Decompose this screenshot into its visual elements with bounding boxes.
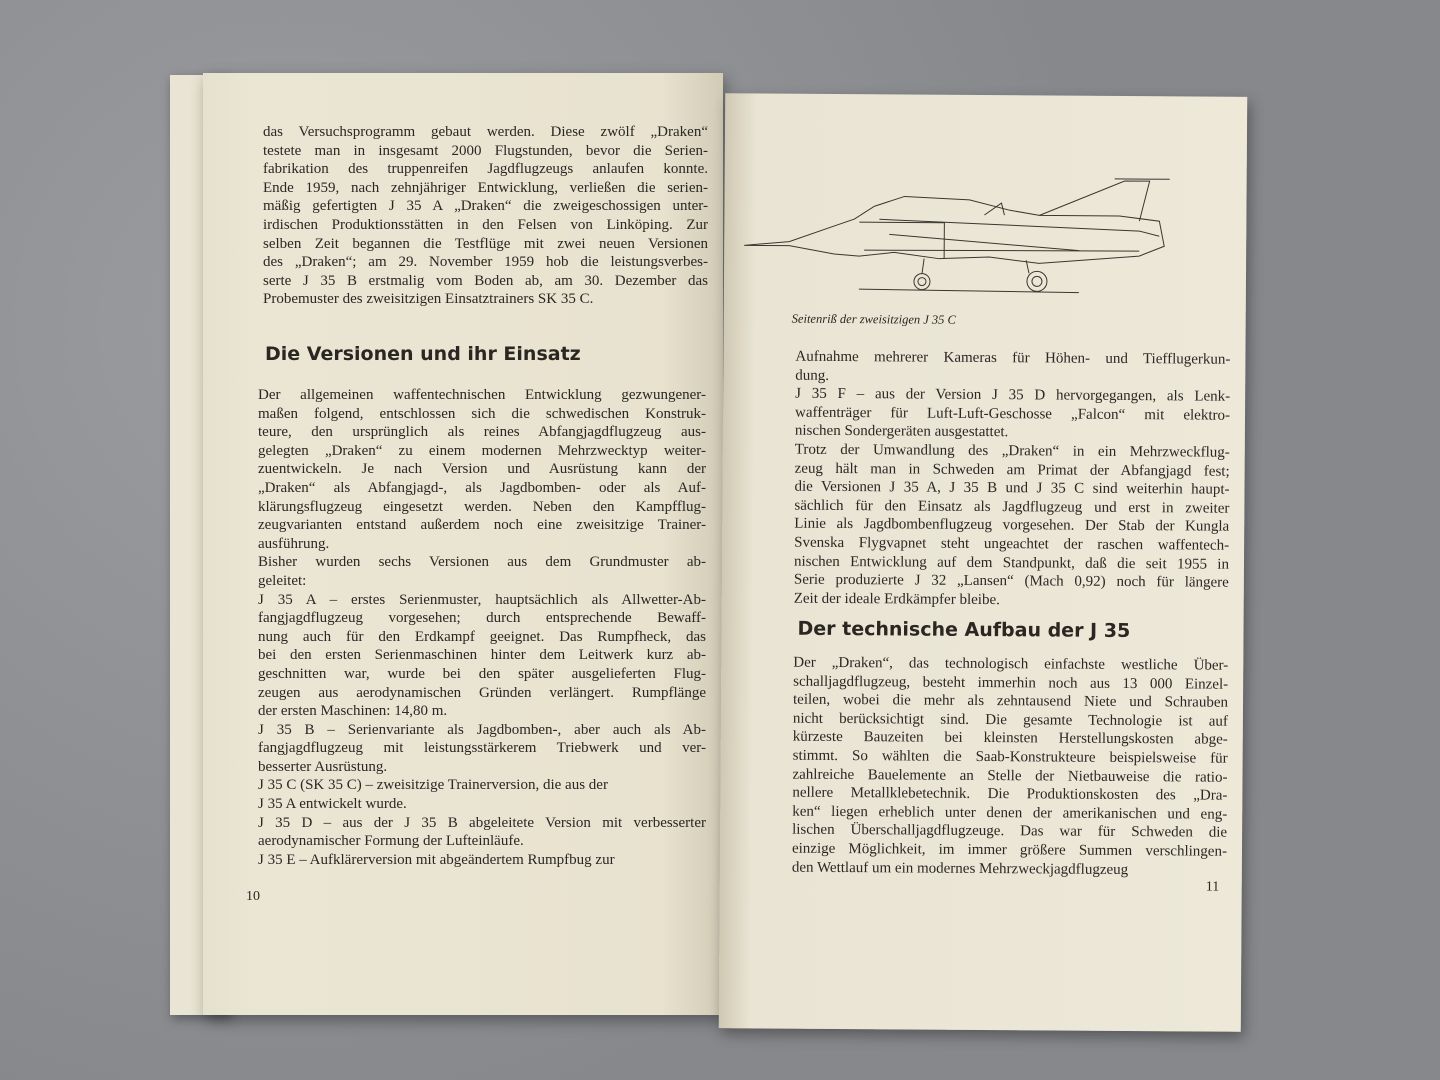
section-heading-versions: Die Versionen und ihr Einsatz xyxy=(265,343,581,365)
text-line: nicht berücksichtigt sind. Die gesamte Technologie ist auf xyxy=(792,710,1228,730)
text-line: des „Draken“; am 29. November 1959 hob die leistungsverbes- xyxy=(263,254,708,271)
text-line: Der allgemeinen waffentechnischen Entwicklung gezwungener- xyxy=(258,387,706,403)
text-line: teilen, wobei die mehr als zehntausend Niete und Schrauben xyxy=(792,691,1229,711)
left-page xyxy=(203,73,723,1015)
figure-caption: Seitenriß der zweisitzigen J 35 C xyxy=(791,311,956,327)
versions-text xyxy=(258,386,706,869)
text-line: „Draken“ als Abfangjagd-, als Jagdbomben- oder als Auf- xyxy=(258,479,706,496)
text-line: J 35 B – Serienvariante als Jagdbomben-, aber auch als Ab- xyxy=(258,721,706,738)
text-line: maßen folgend, entschlossen sich die schwedischen Konstruk- xyxy=(258,405,706,422)
text-line: kürzeste Bauzeiten bei kleinsten Herstellungskosten abge- xyxy=(792,729,1228,749)
text-line: J 35 A entwickelt wurde. xyxy=(258,796,407,813)
text-line: die Versionen J 35 A, J 35 B und J 35 C sind weiterhin haupt- xyxy=(794,478,1230,498)
text-line: klärungsflugzeug eingesetzt werden. Neben den Kampfflug- xyxy=(258,498,706,515)
text-line: lischen Überschalljagdflugzeuge. Das war für Schweden die xyxy=(792,822,1228,842)
text-line: J 35 E – Aufklärerversion mit abgeändertem Rumpfbug zur xyxy=(258,851,615,868)
text-line: nellere Metallklebetechnik. Die Produktionskosten des „Dra- xyxy=(792,784,1228,804)
text-line: geschnitten war, wurde bei den später ausgelieferten Flug- xyxy=(258,665,706,682)
text-line: testete man in insgesamt 2000 Flugstunden, bevor die Serien- xyxy=(263,142,708,159)
text-line: aerodynamischer Formung der Lufteinläufe. xyxy=(258,833,524,850)
intro-paragraph xyxy=(263,123,708,309)
text-line: gelegten „Draken“ zu einem modernen Mehrzwecktyp weiter- xyxy=(258,442,706,459)
text-line: Bisher wurden sechs Versionen aus dem Grundmuster ab- xyxy=(258,554,706,571)
aircraft-side-view-drawing xyxy=(739,173,1180,306)
text-line: fangjagdflugzeug vorgesehen; durch entsprechende Bewaff- xyxy=(258,610,706,627)
page-number-left: 10 xyxy=(246,889,260,904)
text-line: fangjagdflugzeug mit leistungsstärkerem Triebwerk und ver- xyxy=(258,740,706,757)
text-line: zeugvarianten entstand außerdem noch eine zweisitzige Trainer- xyxy=(258,517,706,534)
text-line: ken“ liegen erheblich unter denen der amerikanischen und eng- xyxy=(792,803,1228,823)
text-line: geleitet: xyxy=(258,572,307,589)
text-line: J 35 C (SK 35 C) – zweisitzige Trainerversion, die aus der xyxy=(258,777,608,794)
text-line: zeug hält man in Schweden am Primat der Abfangjagd fest; xyxy=(794,460,1230,480)
text-line: dung. xyxy=(795,367,830,384)
text-line: ausführung. xyxy=(258,535,330,552)
text-line: nischen Entwicklung auf dem Standpunkt, daß die seit 1955 in xyxy=(793,553,1230,573)
text-line: einzige Möglichkeit, im immer größere Summen verschlingen- xyxy=(791,840,1228,860)
text-line: nung auch für den Erdkampf geeignet. Das Rumpfheck, das xyxy=(258,628,706,645)
text-line: das Versuchsprogramm gebaut werden. Diese zwölf „Draken“ xyxy=(263,124,708,140)
text-line: zeugen aus aerodynamischen Gründen verlängert. Rumpflänge xyxy=(258,684,706,701)
text-line: Svenska Flygvapnet steht ungeachtet der raschen waffentech- xyxy=(794,534,1230,554)
text-line: mäßig gefertigten J 35 A „Draken“ die zweigeschossigen unter- xyxy=(263,198,708,215)
text-line: serte J 35 B erstmalig vom Boden ab, am 30. Dezember das xyxy=(263,272,708,289)
text-line: stimmt. So wählten die Saab-Konstrukteure beispielsweise für xyxy=(792,747,1228,767)
text-line: selben Zeit begannen die Testflüge mit zwei neuen Versionen xyxy=(263,235,708,252)
text-line: waffenträger für Luft-Luft-Geschosse „Falcon“ mit elektro- xyxy=(794,404,1231,424)
text-line: Ende 1959, nach zehnjähriger Entwicklung, verließen die serien- xyxy=(263,179,708,196)
text-line: den Wettlauf um ein modernes Mehrzweckjagdflugzeug xyxy=(791,859,1129,878)
text-line: Trotz der Umwandlung des „Draken“ in ein Mehrzweckflug- xyxy=(794,441,1230,461)
text-line: irdischen Produktionsstätten in den Felsen von Linköping. Zur xyxy=(263,216,708,233)
text-line: fabrikation des truppenreifen Jagdflugzeugs anlaufen konnte. xyxy=(263,161,708,178)
text-line: J 35 D – aus der J 35 B abgeleitete Version mit verbesserter xyxy=(258,814,706,831)
text-line: Aufnahme mehrerer Kameras für Höhen- und Tiefflugerkun- xyxy=(795,348,1231,368)
text-line: teure, den ursprünglich als reines Abfangjagdflugzeug aus- xyxy=(258,424,706,441)
text-line: Der „Draken“, das technologisch einfachste westliche Über- xyxy=(793,654,1229,674)
page-number-right: 11 xyxy=(1205,879,1220,895)
section-heading-technical: Der technische Aufbau der J 35 xyxy=(797,617,1131,643)
text-line: Probemuster des zweisitzigen Einsatztrainers SK 35 C. xyxy=(263,291,594,308)
right-paragraph xyxy=(794,348,1231,611)
text-line: J 35 A – erstes Serienmuster, hauptsächlich als Allwetter-Ab- xyxy=(258,591,706,608)
text-line: Linie als Jagdbombenflugzeug vorgesehen. Der Stab der Kungla xyxy=(794,516,1230,536)
text-line: J 35 F – aus der Version J 35 D hervorgegangen, als Lenk- xyxy=(795,385,1231,405)
text-line: zuentwickeln. Je nach Version und Ausrüstung kann der xyxy=(258,461,706,478)
text-line: sächlich für den Einsatz als Jagdflugzeug und erst in zweiter xyxy=(794,497,1230,517)
text-line: schalljagdflugzeug, besteht immerhin noch aus 13 000 Einzel- xyxy=(793,673,1229,693)
text-line: Serie produzierte J 32 „Lansen“ (Mach 0,92) noch für längere xyxy=(793,571,1229,591)
text-line: nischen Sondergeräten ausgestattet. xyxy=(794,423,1009,441)
text-line: zahlreiche Bauelemente an Stelle der Nietbauweise die ratio- xyxy=(792,766,1228,786)
technical-text xyxy=(792,654,1229,880)
text-line: der ersten Maschinen: 14,80 m. xyxy=(258,703,448,720)
text-line: Zeit der ideale Erdkämpfer bleibe. xyxy=(793,590,1000,608)
text-line: bei den ersten Serienmaschinen hinter dem Leitwerk kurz ab- xyxy=(258,647,706,664)
right-page xyxy=(719,93,1248,1032)
text-line: besserter Ausrüstung. xyxy=(258,758,388,775)
